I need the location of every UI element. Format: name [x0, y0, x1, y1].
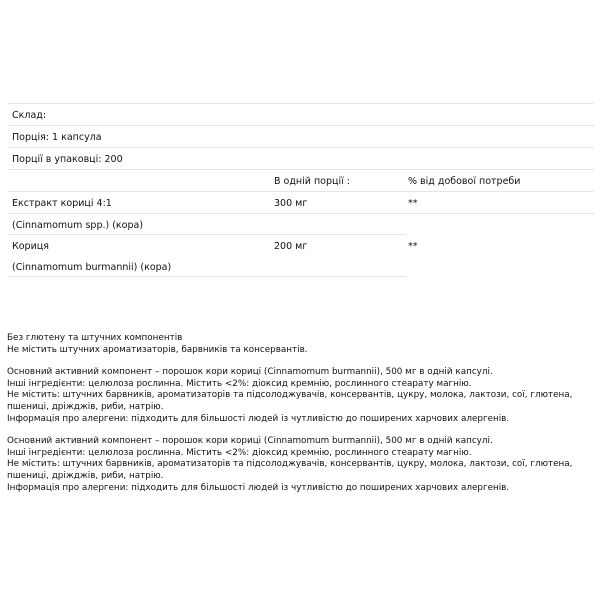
table-row: [8, 235, 594, 256]
note-line: Основний активний компонент – порошок кори кориці (Cinnamomum burmannii), 500 мг в одній капсулі.: [7, 436, 493, 447]
ingredient-name: (Cinnamomum spp.) (кора): [12, 220, 144, 231]
note-line: Інформація про алергени: підходить для більшості людей із чутливістю до поширених харчових алергенів.: [7, 482, 510, 493]
servings-per-container-row: [8, 148, 594, 170]
ingredient-daily-value: **: [408, 198, 418, 209]
servings-per-container-text: Порції в упаковці: 200: [12, 154, 123, 165]
header-per-serving: В одній порції :: [274, 176, 350, 187]
note-line: Не містить штучних ароматизаторів, барвників та консервантів.: [7, 344, 308, 355]
ingredient-amount: 300 мг: [274, 198, 308, 209]
note-line: Інші інгредієнти: целюлоза рослинна. Містить <2%: діоксид кремнію, рослинного стеарату магнію.: [7, 447, 472, 458]
ingredient-daily-value: **: [408, 241, 418, 252]
ingredient-amount: 200 мг: [274, 241, 308, 252]
composition-row: [8, 103, 594, 126]
table-row: [8, 192, 594, 214]
note-line: Інші інгредієнти: целюлоза рослинна. Містить <2%: діоксид кремнію, рослинного стеарату магнію.: [7, 378, 472, 389]
ingredient-name: (Cinnamomum burmannii) (кора): [12, 262, 172, 273]
serving-size-row: [8, 126, 594, 148]
note-line: Основний активний компонент – порошок кори кориці (Cinnamomum burmannii), 500 мг в одній капсулі.: [7, 367, 493, 378]
header-daily-value: % від добової потреби: [408, 176, 521, 187]
note-line: Не містить: штучних барвників, ароматизаторів та підсолоджувачів, консервантів, цукру, молока, лактози, сої, глютена,: [7, 390, 573, 401]
note-line: пшениці, дріжджів, риби, натрію.: [7, 470, 164, 481]
spacer: [7, 425, 597, 436]
table-row: [8, 256, 594, 277]
note-line: пшениці, дріжджів, риби, натрію.: [7, 401, 164, 412]
product-notes: [7, 333, 597, 494]
ingredient-name: Екстракт кориці 4:1: [12, 198, 112, 209]
spacer: [7, 356, 597, 367]
note-line: Без глютену та штучних компонентів: [7, 333, 183, 343]
note-line: Не містить: штучних барвників, ароматизаторів та підсолоджувачів, консервантів, цукру, молока, лактози, сої, глютена,: [7, 459, 573, 470]
composition-label: Склад:: [12, 110, 47, 121]
table-row: [8, 214, 594, 235]
ingredient-name: Кориця: [12, 241, 49, 252]
serving-size-text: Порція: 1 капсула: [12, 132, 102, 143]
table-header-row: [8, 170, 594, 192]
nutrition-facts-table: [8, 103, 594, 277]
note-line: Інформація про алергени: підходить для більшості людей із чутливістю до поширених харчових алергенів.: [7, 413, 510, 424]
